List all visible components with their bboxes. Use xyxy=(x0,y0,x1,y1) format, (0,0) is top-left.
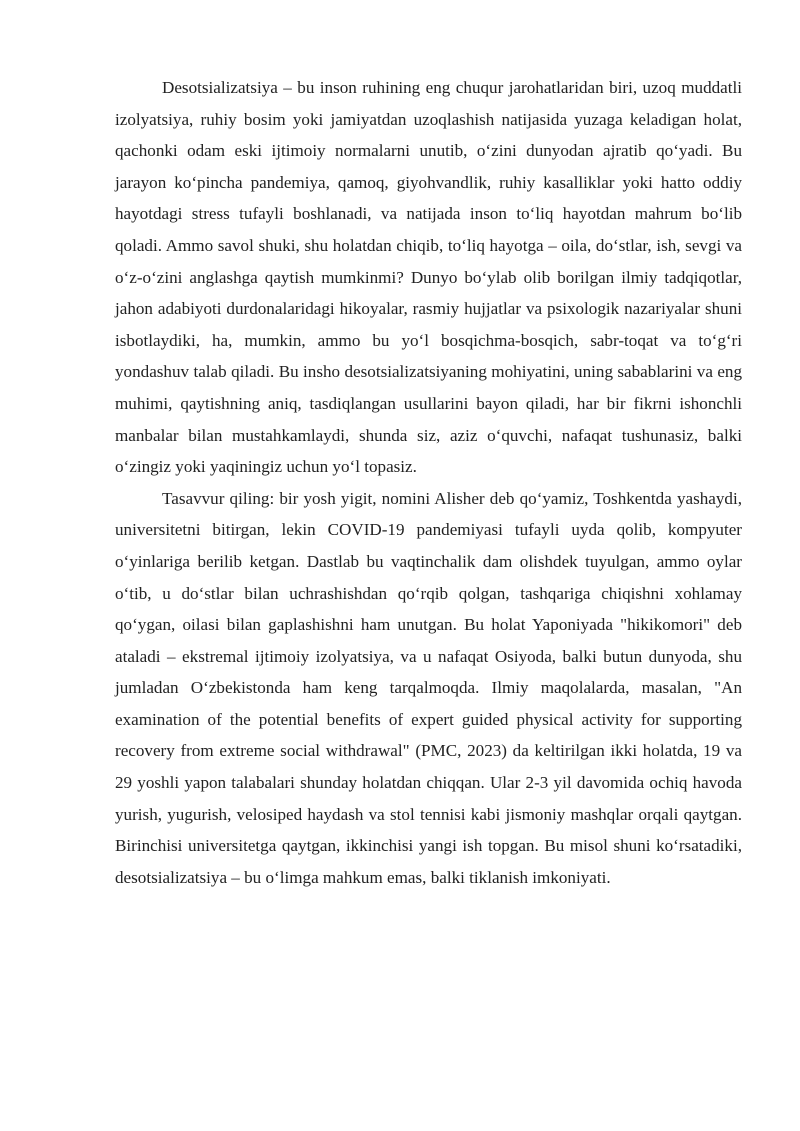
document-body xyxy=(115,72,742,893)
paragraph: Desotsializatsiya – bu inson ruhining eng chuqur jarohatlaridan biri, uzoq muddatli izolyatsiya, ruhiy bosim yoki jamiyatdan uzoqlashish natijasida yuzaga keladigan holat, qachonki odam eski ijtimoiy normalarni unutib, oʻzini dunyodan ajratib qoʻyadi. Bu jarayon koʻpincha pandemiya, qamoq, giyohvandlik, ruhiy kasalliklar yoki hatto oddiy hayotdagi stress tufayli boshlanadi, va natijada inson toʻliq hayotdan mahrum boʻlib qoladi. Ammo savol shuki, shu holatdan chiqib, toʻliq hayotga – oila, doʻstlar, ish, sevgi va oʻz-oʻzini anglashga qaytish mumkinmi? Dunyo boʻylab olib borilgan ilmiy tadqiqotlar, jahon adabiyoti durdonalaridagi hikoyalar, rasmiy hujjatlar va psixologik nazariyalar shuni isbotlaydiki, ha, mumkin, ammo bu yoʻl bosqichma-bosqich, sabr-toqat va toʻgʻri yondashuv talab qiladi. Bu insho desotsializatsiyaning mohiyatini, uning sabablarini va eng muhimi, qaytishning aniq, tasdiqlangan usullarini bayon qiladi, har bir fikrni ishonchli manbalar bilan mustahkamlaydi, shunda siz, aziz oʻquvchi, nafaqat tushunasiz, balki oʻzingiz yoki yaqiningiz uchun yoʻl topasiz. xyxy=(115,78,742,477)
paragraph: Tasavvur qiling: bir yosh yigit, nomini Alisher deb qoʻyamiz, Toshkentda yashaydi, universitetni bitirgan, lekin COVID-19 pandemiyasi tufayli uyda qolib, kompyuter oʻyinlariga berilib ketgan. Dastlab bu vaqtinchalik dam olishdek tuyulgan, ammo oylar oʻtib, u doʻstlar bilan uchrashishdan qoʻrqib qolgan, tashqariga chiqishni xohlamay qoʻygan, oilasi bilan gaplashishni ham unutgan. Bu holat Yaponiyada "hikikomori" deb ataladi – ekstremal ijtimoiy izolyatsiya, va u nafaqat Osiyoda, balki butun dunyoda, shu jumladan Oʻzbekistonda ham keng tarqalmoqda. Ilmiy maqolalarda, masalan, "An examination of the potential benefits of expert guided physical activity for supporting recovery from extreme social withdrawal" (PMC, 2023) da keltirilgan ikki holatda, 19 va 29 yoshli yapon talabalari shunday holatdan chiqqan. Ular 2-3 yil davomida ochiq havoda yurish, yugurish, velosiped haydash va stol tennisi kabi jismoniy mashqlar orqali qaytgan. Birinchisi universitetga qaytgan, ikkinchisi yangi ish topgan. Bu misol shuni koʻrsatadiki, desotsializatsiya – bu oʻlimga mahkum emas, balki tiklanish imkoniyati. xyxy=(115,488,742,887)
